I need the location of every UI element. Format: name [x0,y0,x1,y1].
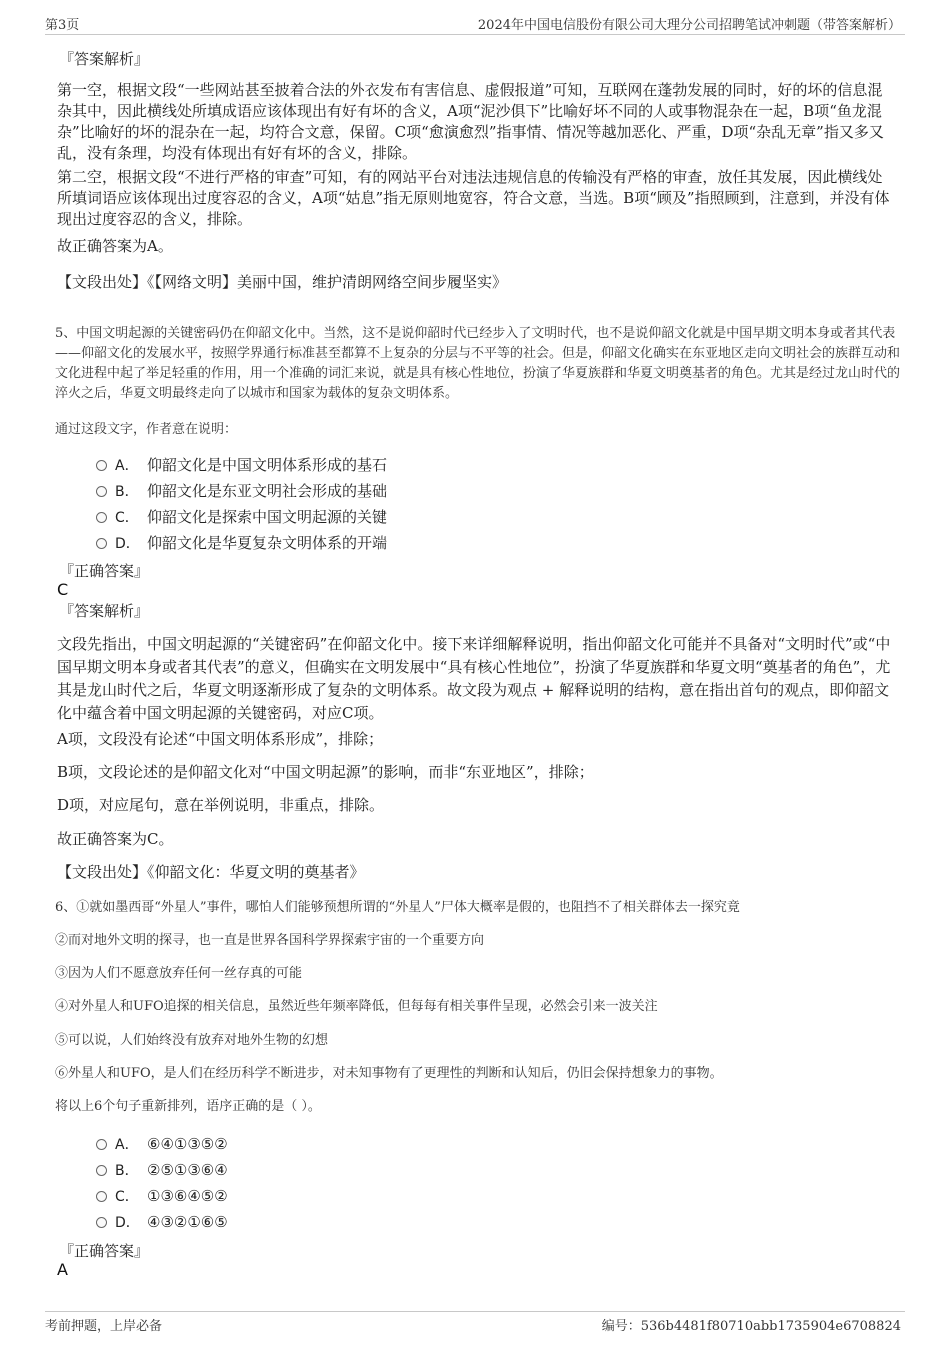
question-prompt: 通过这段文字，作者意在说明： [55,422,238,437]
radio-icon[interactable] [96,538,107,549]
analysis-paragraph: B项，文段论述的是仰韶文化对“中国文明起源”的影响，而非“东亚地区”，排除； [57,763,594,781]
radio-icon[interactable] [96,1165,107,1176]
analysis-paragraph: 第一空，根据文段“一些网站甚至披着合法的外衣发布有害信息、虚假报道”可知，互联网在蓬勃发展的同时，好的坏的信息混杂其中，因此横线处所填成语应该体现出有好有坏的含义，A项“泥沙俱下”比喻好坏不同的人或事物混杂在一起，B项“鱼龙混杂”比喻好的坏的混杂在一起，均符合文意，保留。C项“愈演愈烈”指事情、情况等越加恶化、严重，D项“杂乱无章”指又多又乱，没有条理，均没有体现出有好有坏的含义，排除。 [57,81,884,162]
option-d[interactable]: D． ④③②①⑥⑤ [96,1212,228,1234]
analysis-paragraph: A项，文段没有论述“中国文明体系形成”，排除； [57,730,384,748]
analysis-tag: 『答案解析』 [59,50,150,68]
sentence-5: ⑤可以说，人们始终没有放弃对地外生物的幻想 [55,1033,329,1048]
radio-icon[interactable] [96,1217,107,1228]
document-id: 编号：536b4481f80710abb1735904e6708824 [601,1319,901,1334]
option-d[interactable]: D． 仰韶文化是华夏复杂文明体系的开端 [96,532,387,554]
analysis-tag: 『答案解析』 [59,602,150,620]
radio-icon[interactable] [96,1139,107,1150]
document-title: 2024年中国电信股份有限公司大理分公司招聘笔试冲刺题（带答案解析） [477,18,901,33]
correct-answer-tag: 『正确答案』 [59,562,150,580]
question-stem: 5、中国文明起源的关键密码仍在仰韶文化中。当然，这不是说仰韶时代已经步入了文明时代，也不是说仰韶文化就是中国早期文明本身或者其代表——仰韶文化的发展水平，按照学界通行标准甚至都算不上复杂的分层与不平等的社会。但是，仰韶文化确实在东亚地区走向文明社会的族群互动和文化进程中起了举足轻重的作用，用一个准确的词汇来说，就是具有核心性地位，扮演了华夏族群和华夏文明奠基者的角色。尤其是经过龙山时代的淬火之后，华夏文明最终走向了以城市和国家为载体的复杂文明体系。 [55,326,901,401]
source-citation: 【文段出处】《仰韶文化：华夏文明的奠基者》 [57,863,365,881]
page-footer [45,1311,905,1336]
option-c[interactable]: C． 仰韶文化是探索中国文明起源的关键 [96,506,387,528]
radio-icon[interactable] [96,1191,107,1202]
radio-icon[interactable] [96,512,107,523]
option-a[interactable]: A． 仰韶文化是中国文明体系形成的基石 [96,454,387,476]
option-b[interactable]: B． 仰韶文化是东亚文明社会形成的基础 [96,480,387,502]
correct-answer-tag: 『正确答案』 [59,1242,150,1260]
analysis-paragraph: 第二空，根据文段“不进行严格的审查”可知，有的网站平台对违法违规信息的传输没有严格的审查，放任其发展，因此横线处所填词语应该体现出过度容忍的含义，A项“姑息”指无原则地宽容，符合文意，当选。B项“顾及”指照顾到，注意到，并没有体现出过度容忍的含义，排除。 [57,168,890,228]
sentence-4: ④对外星人和UFO追探的相关信息，虽然近些年频率降低，但每每有相关事件呈现，必然会引来一波关注 [55,999,658,1014]
footer-slogan: 考前押题，上岸必备 [45,1319,163,1334]
radio-icon[interactable] [96,486,107,497]
analysis-conclusion: 故正确答案为A。 [57,237,173,255]
option-c[interactable]: C． ①③⑥④⑤② [96,1186,228,1208]
correct-answer: C [57,580,69,599]
analysis-paragraph: D项，对应尾句，意在举例说明，非重点，排除。 [57,796,385,814]
option-a[interactable]: A． ⑥④①③⑤② [96,1134,228,1156]
question-prompt: 将以上6个句子重新排列，语序正确的是（ ）。 [55,1099,321,1114]
source-citation: 【文段出处】《【网络文明】美丽中国，维护清朗网络空间步履坚实》 [57,273,508,291]
radio-icon[interactable] [96,460,107,471]
sentence-3: ③因为人们不愿意放弃任何一丝存真的可能 [55,966,303,981]
sentence-1: 6、①就如墨西哥“外星人”事件，哪怕人们能够预想所谓的“外星人”尸体大概率是假的，也阻挡不了相关群体去一探究竟 [55,900,740,915]
analysis-paragraph: 文段先指出，中国文明起源的“关键密码”在仰韶文化中。接下来详细解释说明，指出仰韶文化可能并不具备对“文明时代”或“中国早期文明本身或者其代表”的意义，但确实在文明发展中“具有核心性地位”，扮演了华夏族群和华夏文明“奠基者的角色”，尤其是龙山时代之后，华夏文明逐渐形成了复杂的文明体系。故文段为观点 + 解释说明的结构，意在指出首句的观点，即仰韶文化中蕴含着中国文明起源的关键密码，对应C项。 [57,635,891,722]
sentence-2: ②而对地外文明的探寻，也一直是世界各国科学界探索宇宙的一个重要方向 [55,933,485,948]
page-number: 第3页 [45,18,80,33]
page-header [45,12,905,35]
analysis-conclusion: 故正确答案为C。 [57,830,174,848]
option-b[interactable]: B． ②⑤①③⑥④ [96,1160,228,1182]
sentence-6: ⑥外星人和UFO，是人们在经历科学不断进步，对未知事物有了更理性的判断和认知后，仍旧会保持想象力的事物。 [55,1066,723,1081]
correct-answer: A [57,1260,68,1279]
